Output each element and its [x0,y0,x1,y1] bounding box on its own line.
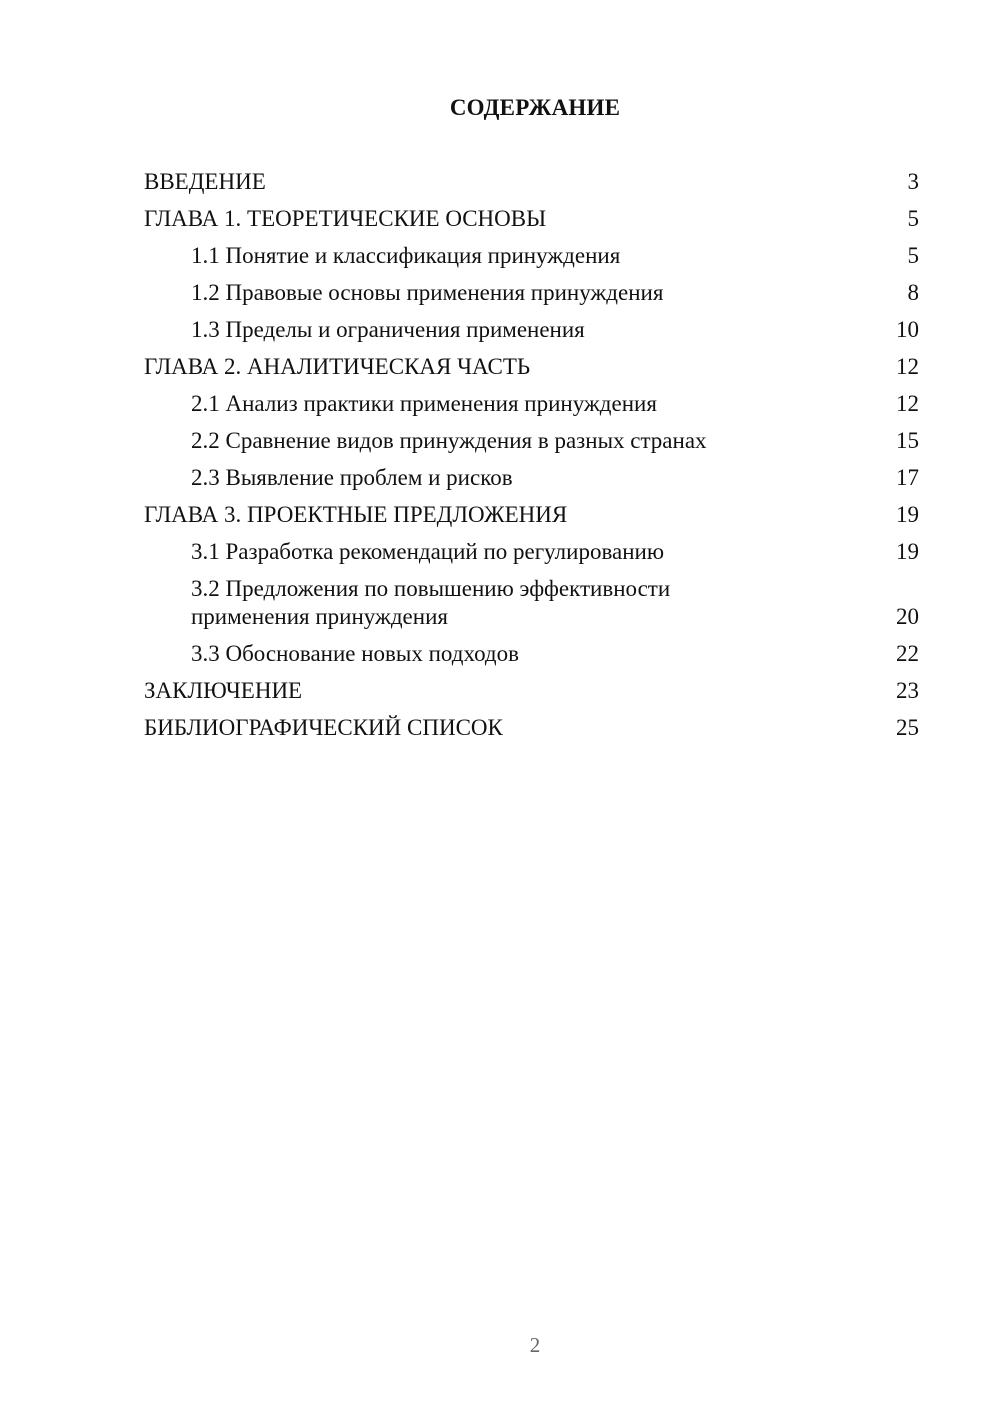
page-title: СОДЕРЖАНИЕ [449,95,621,120]
toc-entry [144,168,919,196]
toc-entry-page: 5 [907,206,919,231]
toc-entry [144,677,919,705]
toc-entry-page: 8 [907,280,919,305]
table-of-contents [144,168,919,751]
toc-entry-page: 22 [896,641,919,666]
toc-entry-text: 3.1 Разработка рекомендаций по регулированию [191,539,665,564]
toc-entry [144,242,919,270]
toc-entry-text: 2.1 Анализ практики применения принуждения [191,391,657,416]
toc-entry-text: БИБЛИОГРАФИЧЕСКИЙ СПИСОК [144,715,503,740]
toc-entry [144,501,919,529]
toc-entry-page: 17 [896,465,919,490]
toc-entry-text: 3.2 Предложения по повышению эффективности применения принуждения [191,576,671,629]
toc-entry [144,427,919,455]
toc-entry-text: ГЛАВА 2. АНАЛИТИЧЕСКАЯ ЧАСТЬ [144,354,531,379]
toc-entry-page: 12 [896,354,919,379]
toc-entry [144,464,919,492]
toc-entry-text: 1.3 Пределы и ограничения применения [191,317,585,342]
toc-entry-page: 19 [896,539,919,564]
toc-entry-page: 3 [907,169,919,194]
toc-entry-page: 20 [896,604,919,629]
toc-entry-text: ГЛАВА 3. ПРОЕКТНЫЕ ПРЕДЛОЖЕНИЯ [144,502,568,527]
toc-entry-page: 19 [896,502,919,527]
toc-entry-text: ВВЕДЕНИЕ [144,169,266,194]
toc-entry-page: 10 [896,317,919,342]
toc-entry-text: ГЛАВА 1. ТЕОРЕТИЧЕСКИЕ ОСНОВЫ [144,206,547,231]
toc-entry [144,390,919,418]
toc-entry-page: 25 [896,715,919,740]
toc-entry [144,714,919,742]
toc-entry-text: 2.3 Выявление проблем и рисков [191,465,513,490]
toc-entry [144,205,919,233]
toc-entry [144,640,919,668]
toc-entry [144,538,919,566]
toc-entry-page: 15 [896,428,919,453]
toc-entry [144,279,919,307]
toc-entry [144,575,919,631]
toc-entry-page: 5 [907,243,919,268]
toc-entry [144,353,919,381]
toc-entry-text: 2.2 Сравнение видов принуждения в разных странах [191,428,707,453]
toc-entry-text: 1.2 Правовые основы применения принуждения [191,280,664,305]
toc-entry-page: 12 [896,391,919,416]
page-number: 2 [529,1333,541,1357]
toc-entry-text: 3.3 Обоснование новых подходов [191,641,519,666]
toc-entry [144,316,919,344]
toc-entry-text: ЗАКЛЮЧЕНИЕ [144,678,303,703]
toc-entry-page: 23 [896,678,919,703]
toc-entry-text: 1.1 Понятие и классификация принуждения [191,243,621,268]
